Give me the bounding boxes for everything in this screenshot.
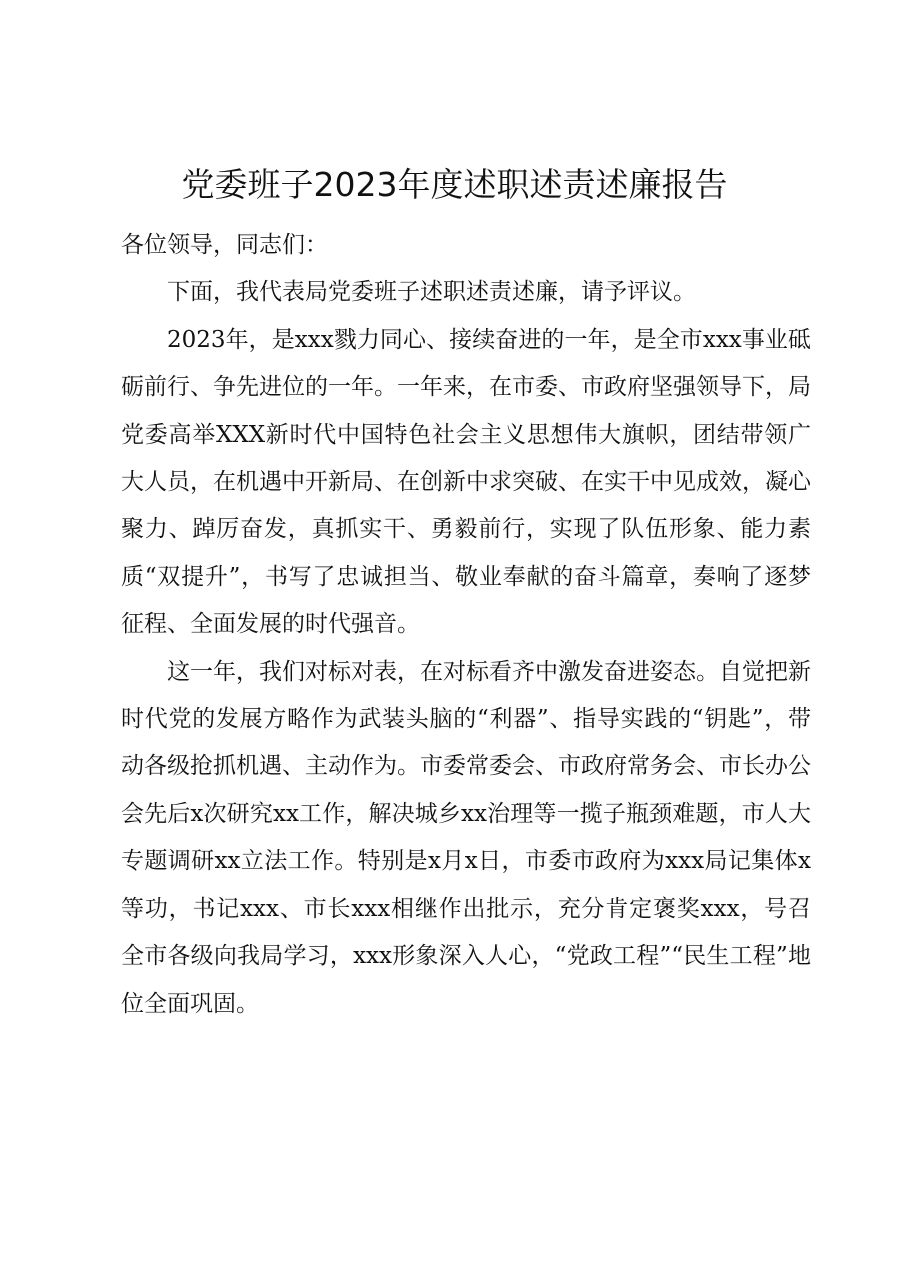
paragraph-intro: 下面，我代表局党委班子述职述责述廉，请予评议。 (167, 279, 696, 306)
salutation: 各位领导，同志们： (121, 232, 328, 258)
paragraph-year-summary: 2023年，是xxx戮力同心、接续奋进的一年，是全市xxx事业砥砺前行、争先进位的一年。一年来，在市委、市政府坚强领导下，局党委高举XXX新时代中国特色社会主义思想伟大旗帜，团结带领广大人员，在机遇中开新局、在创新中求突破、在实干中见成效，凝心聚力、踔厉奋发，真抓实干、勇毅前行，实现了队伍形象、能力素质“双提升”，书写了忠诚担当、敬业奉献的奋斗篇章，奏响了逐梦征程、全面发展的时代强音。 (121, 326, 811, 638)
document-body (121, 222, 811, 1028)
paragraph-benchmarking: 这一年，我们对标对表，在对标看齐中激发奋进姿态。自觉把新时代党的发展方略作为武装头脑的“利器”、指导实践的“钥匙”，带动各级抢抓机遇、主动作为。市委常委会、市政府常务会、市长办公会先后x次研究xx工作，解决城乡xx治理等一揽子瓶颈难题，市人大专题调研xx立法工作。特别是x月x日，市委市政府为xxx局记集体x等功，书记xxx、市长xxx相继作出批示，充分肯定褒奖xxx，号召全市各级向我局学习，xxx形象深入人心，“党政工程”“民生工程”地位全面巩固。 (121, 658, 811, 1017)
document-title: 党委班子2023年度述职述责述廉报告 (181, 165, 728, 204)
